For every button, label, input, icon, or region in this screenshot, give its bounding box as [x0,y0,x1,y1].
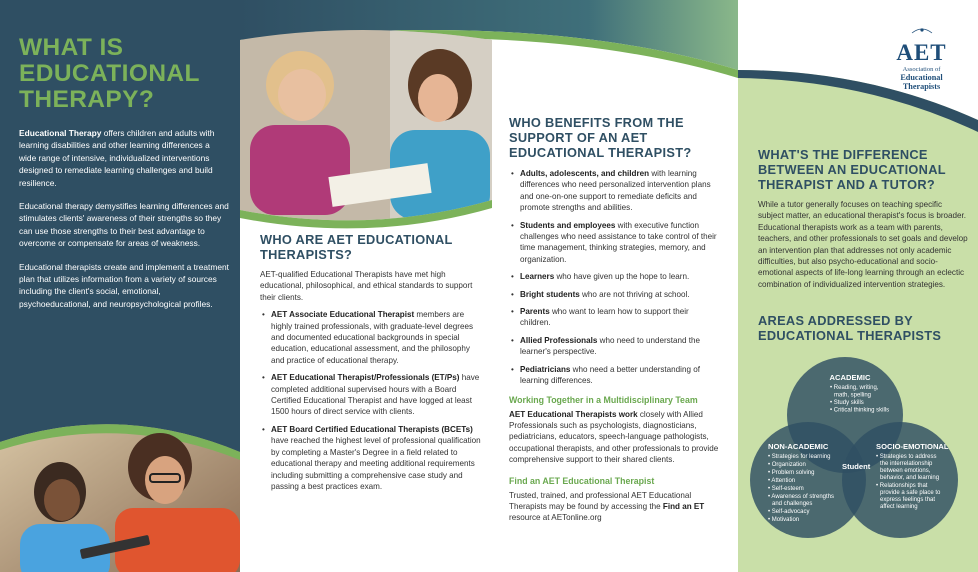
non-academic-item: • Self-esteem [768,486,804,492]
find-text-pre: Trusted, trained, and professional AET Educational Therapists may be found by accessing the [509,490,692,511]
title-line-2: EDUCATIONAL [19,60,200,87]
benefits-list [509,168,719,387]
team-bold: AET Educational Therapists work [509,409,638,419]
item-text: have reached the highest level of professional qualification by completing a Master's Degree in a field related to educational therapy and meeting additional requirements including submitting a comprehensive case study and passing a best practices exam. [271,436,481,491]
item-text: with executive function challenges who need assistance to take control of their time management, thinking strategies, memory, and organization. [520,220,717,264]
list-item [260,309,485,366]
right-panel [738,0,978,572]
list-item [260,372,485,418]
what-is-para-3: Educational therapists create and implement a treatment plan that utilizes information from a variety of sources including the client's social, emotional, psychoeducational, and neuropsychological profiles. [19,261,229,309]
title-line-1: WHAT IS [19,34,124,61]
list-item [509,364,719,387]
item-text: who have given up the hope to learn. [554,272,690,282]
aet-logo [879,22,964,91]
academic-title: ACADEMIC [829,373,871,382]
list-item [509,289,719,300]
socio-emotional-item: between emotions, [880,468,931,474]
find-et-link-text: Find an ET [662,501,705,511]
academic-item: • Study skills [830,400,864,406]
find-et-heading: Find an AET Educational Therapist [509,475,655,486]
benefits-section [509,115,719,524]
who-are-heading: WHO ARE AET EDUCATIONAL THERAPISTS? [260,232,453,262]
non-academic-item: • Attention [768,478,796,484]
team-text: closely with Allied Professionals such as psychologists, diagnosticians, pediatricians, educators, speech-language pathologists, occupational therapists, and other professionals to provide comprehensive support to their shared clients. [509,409,719,465]
item-bold: AET Associate Educational Therapist [271,310,415,320]
non-academic-item: and challenges [772,501,813,507]
what-is-title [19,35,234,113]
left-panel [0,0,240,572]
socio-emotional-item: • Relationships that [876,483,928,489]
list-item [509,220,719,266]
item-bold: AET Educational Therapist/Professionals (ET/Ps) [271,373,460,383]
students-tablet-photo [0,412,240,572]
academic-item: • Reading, writing, [830,385,879,391]
list-item [509,168,719,214]
item-text: members are highly trained professionals, with graduate-level degrees and documented educational backgrounds in special education, educational assessment, and the philosophy and practice of educational therapy. [271,310,474,365]
item-text: who are not thriving at school. [579,289,690,299]
logo-org-line-2: Therapists [902,82,941,91]
logo-assoc: Association of [902,66,941,73]
socio-emotional-item: express feelings that [880,497,936,503]
list-item [509,335,719,358]
logo-org-line-1: Educational [900,73,943,82]
item-bold: Parents [520,307,550,317]
socio-emotional-item: • Strategies to address [876,454,937,460]
areas-venn-diagram [738,350,978,572]
difference-body: While a tutor generally focuses on teaching specific subject matter, an educational therapist's focus is broader. Educational therapists work as a team with parents, teachers, and other professionals to set goals and develop an intervention plan that addresses not only academic difficulties, but also psycho-educational and socio-emotional aspects of life-long learning through an eclectic combination of individualized intervention strategies. [758,200,968,289]
list-item [509,306,719,329]
non-academic-item: • Motivation [768,517,800,523]
item-text: who want to learn how to support their children. [520,307,689,328]
title-line-3: THERAPY? [19,86,155,113]
item-text: with learning differences who need personalized intervention plans and one-on-one support to remediate deficits and promote strengths and abilities. [520,169,711,213]
who-are-section [260,232,485,498]
list-item [260,424,485,492]
difference-section [758,147,968,290]
non-academic-title: NON-ACADEMIC [768,442,829,451]
academic-item: math, spelling [834,392,872,399]
item-bold: Bright students [520,289,580,299]
middle-panel [240,0,738,572]
non-academic-item: • Self-advocacy [768,509,810,515]
difference-heading: WHAT'S THE DIFFERENCE BETWEEN AN EDUCATIONAL THERAPIST AND A TUTOR? [758,147,946,192]
socio-emotional-item: provide a safe place to [880,490,941,496]
non-academic-item: • Strategies for learning [768,454,831,460]
star-icon [907,25,937,35]
item-bold: Adults, adolescents, and children [520,169,650,178]
item-bold: Learners [520,272,555,282]
socio-emotional-title: SOCIO-EMOTIONAL [876,442,949,451]
team-heading: Working Together in a Multidisciplinary Team [509,394,698,405]
item-bold: Students and employees [520,220,616,230]
team-body [509,409,719,466]
venn-center-label: Student [842,462,871,471]
bold-term: Educational Therapy [19,128,102,138]
areas-heading: AREAS ADDRESSED BY EDUCATIONAL THERAPISTS [758,313,942,343]
item-bold: Allied Professionals [520,335,598,345]
item-text: have completed additional supervised hours with a Board Certified Educational Therapist and have logged at least 1500 hours of direct service with clients. [271,373,480,417]
item-text: who need a better understanding of learning differences. [520,364,700,386]
who-are-intro: AET-qualified Educational Therapists have met high educational, philosophical, and ethical standards to support their clients. [260,270,473,302]
find-et-body [509,490,719,524]
what-is-para-2: Educational therapy demystifies learning differences and stimulates clients' awareness of their strengths so they can use those strengths to their best advantage to overcome or compensate for areas of weakness. [19,201,229,249]
item-bold: Pediatricians [520,364,571,374]
academic-item: • Critical thinking skills [830,407,890,414]
para-text: offers children and adults with learning disabilities and other learning differences a wide range of intensive, individualized interventions designed to remediate learning challenges and build resilience. [19,128,215,188]
item-text: who need to understand the learner's perspective. [520,335,700,357]
socio-emotional-item: behavior, and learning [880,475,940,481]
list-item [509,271,719,282]
non-academic-item: • Problem solving [768,470,815,476]
item-bold: AET Board Certified Educational Therapists (BCETs) [271,424,473,434]
find-text-post: resource at AETonline.org [509,513,602,523]
areas-section [758,313,968,343]
socio-emotional-item: the interrelationship [880,461,933,467]
therapist-levels-list [260,309,485,492]
non-academic-item: • Awareness of strengths [768,494,835,500]
benefits-heading: WHO BENEFITS FROM THE SUPPORT OF AN AET EDUCATIONAL THERAPIST? [509,115,692,160]
non-academic-item: • Organization [768,462,806,468]
logo-abbr: AET [896,40,947,65]
what-is-para-1 [19,127,229,189]
what-is-body [19,127,229,321]
socio-emotional-item: affect learning [880,504,918,510]
